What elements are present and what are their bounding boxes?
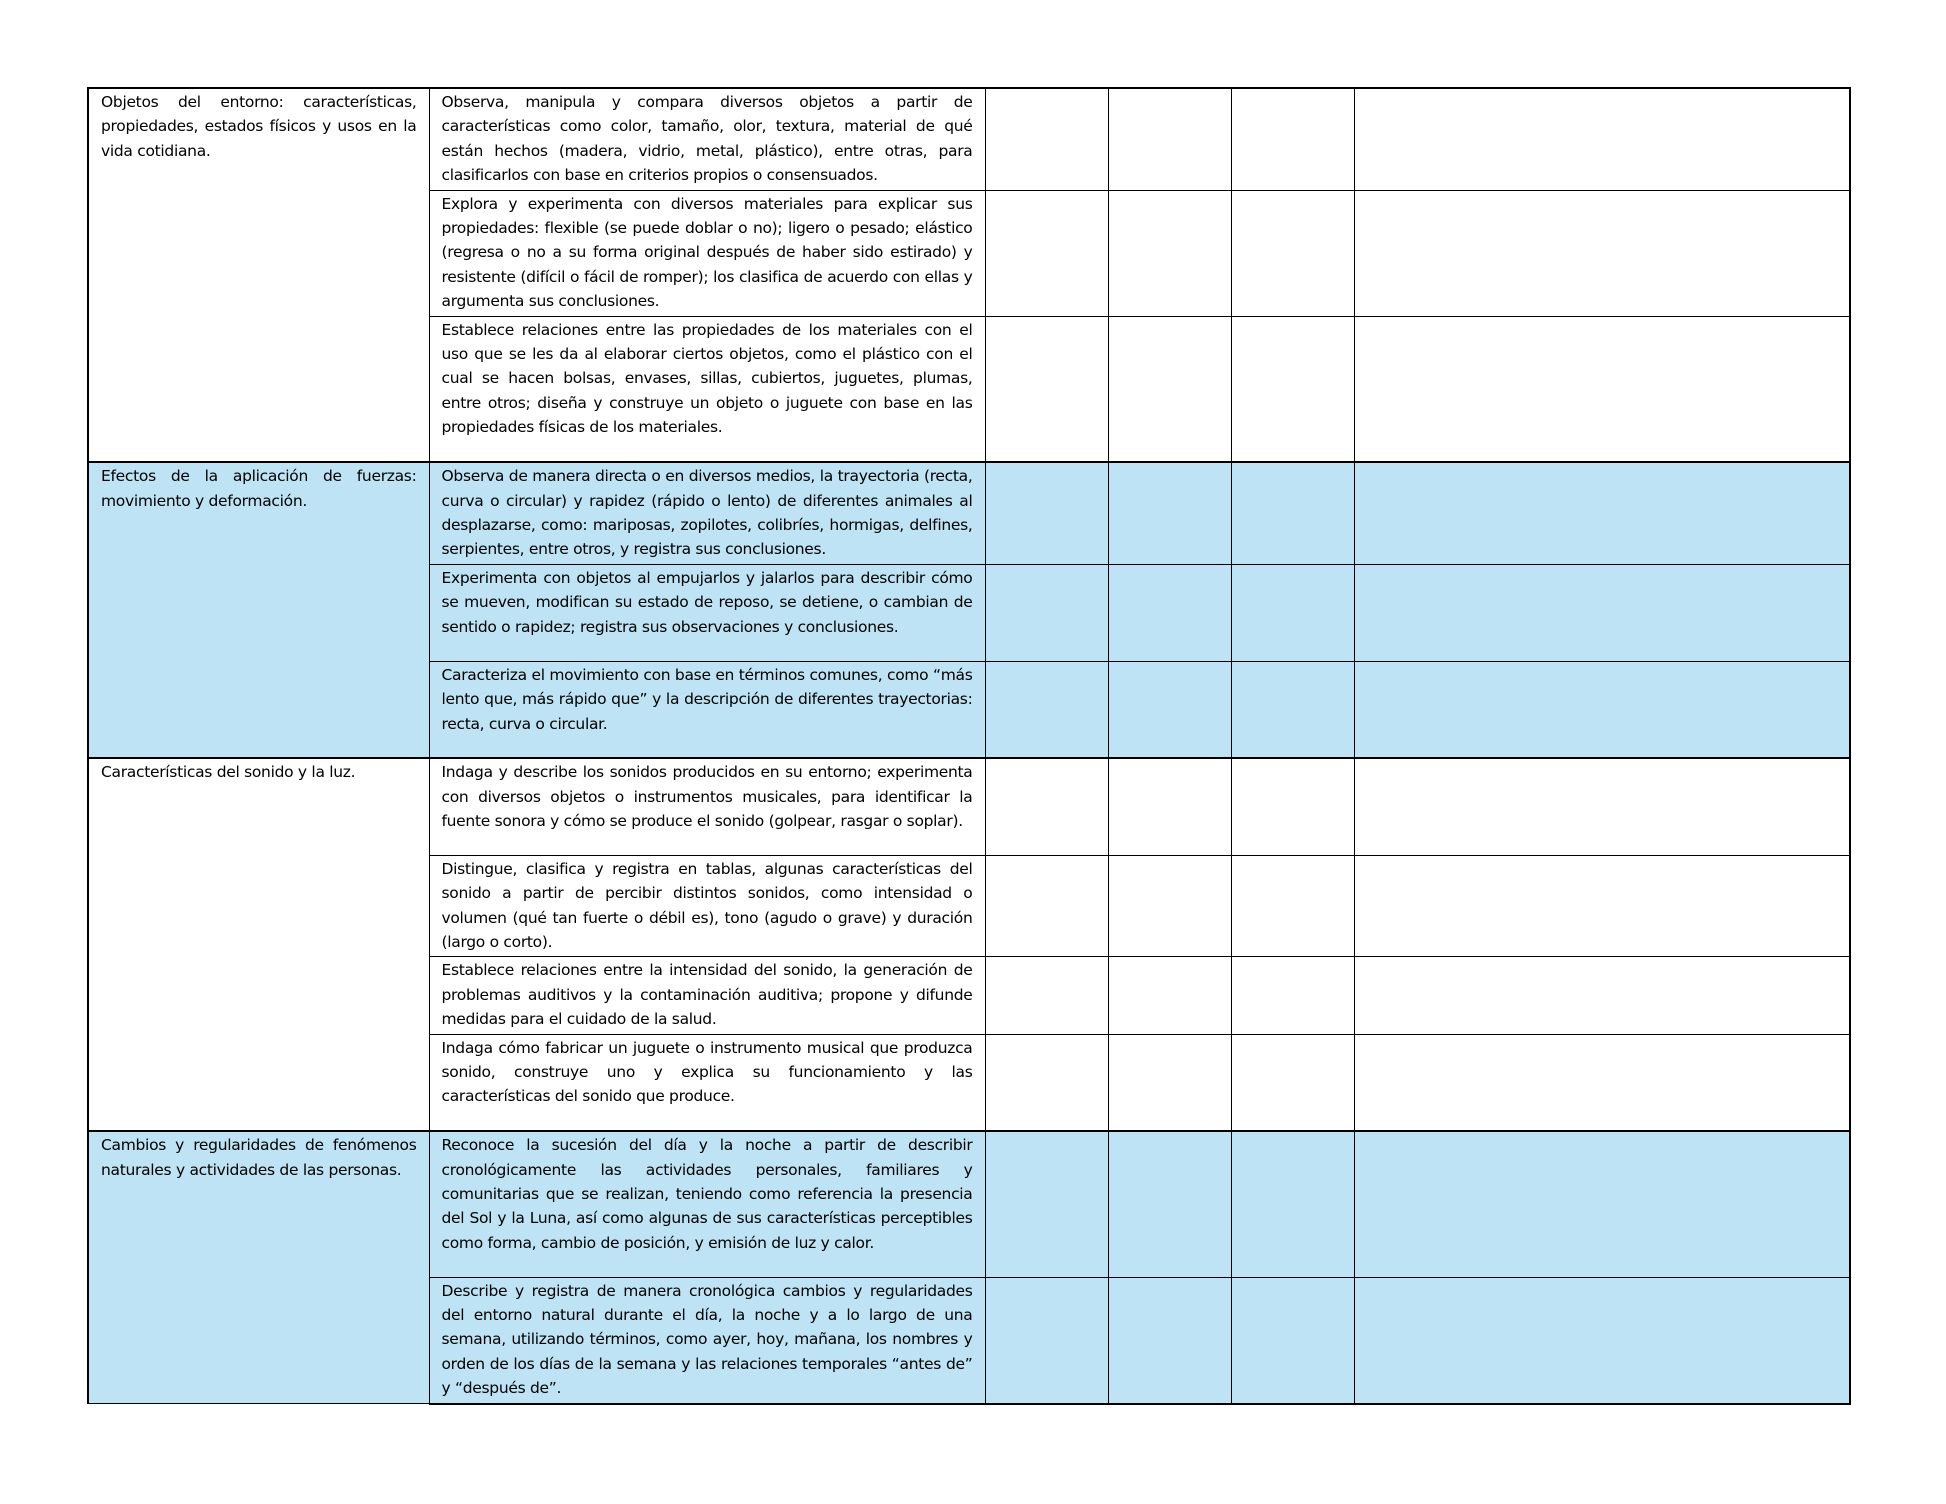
evaluation-cell[interactable] [985, 316, 1108, 462]
indicator-cell: Indaga y describe los sonidos producidos en su entorno; experimenta con diversos objetos o instrumentos musicales, para identificar la fuente sonora y cómo se produce el sonido (golpear, rasgar o soplar). [429, 758, 985, 855]
evaluation-cell[interactable] [1354, 661, 1850, 758]
evaluation-cell[interactable] [1231, 855, 1354, 957]
topic-cell: Efectos de la aplicación de fuerzas: movimiento y deformación. [88, 462, 429, 758]
evaluation-cell[interactable] [1231, 957, 1354, 1034]
evaluation-cell[interactable] [1354, 758, 1850, 855]
evaluation-cell[interactable] [985, 1277, 1108, 1404]
indicator-cell: Caracteriza el movimiento con base en términos comunes, como “más lento que, más rápido que” y la descripción de diferentes trayectorias: recta, curva o circular. [429, 661, 985, 758]
evaluation-cell[interactable] [985, 462, 1108, 564]
topic-cell: Objetos del entorno: características, propiedades, estados físicos y usos en la vida cotidiana. [88, 88, 429, 462]
evaluation-cell[interactable] [985, 758, 1108, 855]
evaluation-cell[interactable] [1108, 462, 1231, 564]
rubric-row [88, 758, 1850, 855]
topic-cell: Cambios y regularidades de fenómenos naturales y actividades de las personas. [88, 1131, 429, 1404]
evaluation-cell[interactable] [1354, 957, 1850, 1034]
evaluation-cell[interactable] [1108, 190, 1231, 316]
evaluation-cell[interactable] [1108, 855, 1231, 957]
indicator-cell: Establece relaciones entre las propiedades de los materiales con el uso que se les da al elaborar ciertos objetos, como el plástico con el cual se hacen bolsas, envases, sillas, cubiertos, juguetes, plumas, entre otros; diseña y construye un objeto o juguete con base en las propiedades físicas de los materiales. [429, 316, 985, 462]
evaluation-cell[interactable] [1354, 1277, 1850, 1404]
indicator-cell: Describe y registra de manera cronológica cambios y regularidades del entorno natural durante el día, la noche y a lo largo de una semana, utilizando términos, como ayer, hoy, mañana, los nombres y orden de los días de la semana y las relaciones temporales “antes de” y “después de”. [429, 1277, 985, 1404]
indicator-cell: Experimenta con objetos al empujarlos y jalarlos para describir cómo se mueven, modifican su estado de reposo, se detiene, o cambian de sentido o rapidez; registra sus observaciones y conclusiones. [429, 564, 985, 661]
evaluation-cell[interactable] [1354, 88, 1850, 190]
rubric-row [88, 88, 1850, 190]
evaluation-cell[interactable] [1354, 1034, 1850, 1131]
indicator-cell: Observa, manipula y compara diversos objetos a partir de características como color, tamaño, olor, textura, material de qué están hechos (madera, vidrio, metal, plástico), entre otras, para clasificarlos con base en criterios propios o consensuados. [429, 88, 985, 190]
evaluation-cell[interactable] [1108, 1131, 1231, 1277]
evaluation-cell[interactable] [1231, 758, 1354, 855]
evaluation-cell[interactable] [1231, 661, 1354, 758]
evaluation-cell[interactable] [1354, 462, 1850, 564]
evaluation-cell[interactable] [1108, 661, 1231, 758]
evaluation-cell[interactable] [985, 88, 1108, 190]
indicator-cell: Observa de manera directa o en diversos medios, la trayectoria (recta, curva o circular) y rapidez (rápido o lento) de diferentes animales al desplazarse, como: mariposas, zopilotes, colibríes, hormigas, delfines, serpientes, entre otros, y registra sus conclusiones. [429, 462, 985, 564]
rubric-body [88, 88, 1850, 1404]
evaluation-cell[interactable] [1231, 1131, 1354, 1277]
evaluation-cell[interactable] [985, 661, 1108, 758]
evaluation-cell[interactable] [1231, 462, 1354, 564]
evaluation-cell[interactable] [1108, 316, 1231, 462]
evaluation-cell[interactable] [1354, 564, 1850, 661]
evaluation-cell[interactable] [1231, 88, 1354, 190]
indicator-cell: Distingue, clasifica y registra en tablas, algunas características del sonido a partir de percibir distintos sonidos, como intensidad o volumen (qué tan fuerte o débil es), tono (agudo o grave) y duración (largo o corto). [429, 855, 985, 957]
evaluation-cell[interactable] [1108, 758, 1231, 855]
evaluation-cell[interactable] [1231, 190, 1354, 316]
evaluation-cell[interactable] [1108, 88, 1231, 190]
indicator-cell: Explora y experimenta con diversos materiales para explicar sus propiedades: flexible (se puede doblar o no); ligero o pesado; elástico (regresa o no a su forma original después de haber sido estirado) y resistente (difícil o fácil de romper); los clasifica de acuerdo con ellas y argumenta sus conclusiones. [429, 190, 985, 316]
evaluation-cell[interactable] [1354, 316, 1850, 462]
evaluation-cell[interactable] [985, 1131, 1108, 1277]
evaluation-cell[interactable] [1231, 1034, 1354, 1131]
evaluation-cell[interactable] [985, 564, 1108, 661]
evaluation-cell[interactable] [1231, 564, 1354, 661]
rubric-row [88, 462, 1850, 564]
rubric-row [88, 1131, 1850, 1277]
evaluation-cell[interactable] [985, 190, 1108, 316]
rubric-table [87, 87, 1851, 1405]
evaluation-cell[interactable] [985, 855, 1108, 957]
indicator-cell: Reconoce la sucesión del día y la noche a partir de describir cronológicamente las actividades personales, familiares y comunitarias que se realizan, teniendo como referencia la presencia del Sol y la Luna, así como algunas de sus características perceptibles como forma, cambio de posición, y emisión de luz y calor. [429, 1131, 985, 1277]
evaluation-cell[interactable] [1108, 957, 1231, 1034]
topic-cell: Características del sonido y la luz. [88, 758, 429, 1131]
evaluation-cell[interactable] [1354, 1131, 1850, 1277]
evaluation-cell[interactable] [1231, 1277, 1354, 1404]
evaluation-cell[interactable] [1231, 316, 1354, 462]
evaluation-cell[interactable] [1354, 855, 1850, 957]
evaluation-cell[interactable] [1354, 190, 1850, 316]
rubric-sheet [87, 87, 1849, 1405]
evaluation-cell[interactable] [1108, 564, 1231, 661]
indicator-cell: Indaga cómo fabricar un juguete o instrumento musical que produzca sonido, construye uno y explica su funcionamiento y las características del sonido que produce. [429, 1034, 985, 1131]
evaluation-cell[interactable] [985, 957, 1108, 1034]
evaluation-cell[interactable] [1108, 1277, 1231, 1404]
evaluation-cell[interactable] [985, 1034, 1108, 1131]
indicator-cell: Establece relaciones entre la intensidad del sonido, la generación de problemas auditivos y la contaminación auditiva; propone y difunde medidas para el cuidado de la salud. [429, 957, 985, 1034]
evaluation-cell[interactable] [1108, 1034, 1231, 1131]
